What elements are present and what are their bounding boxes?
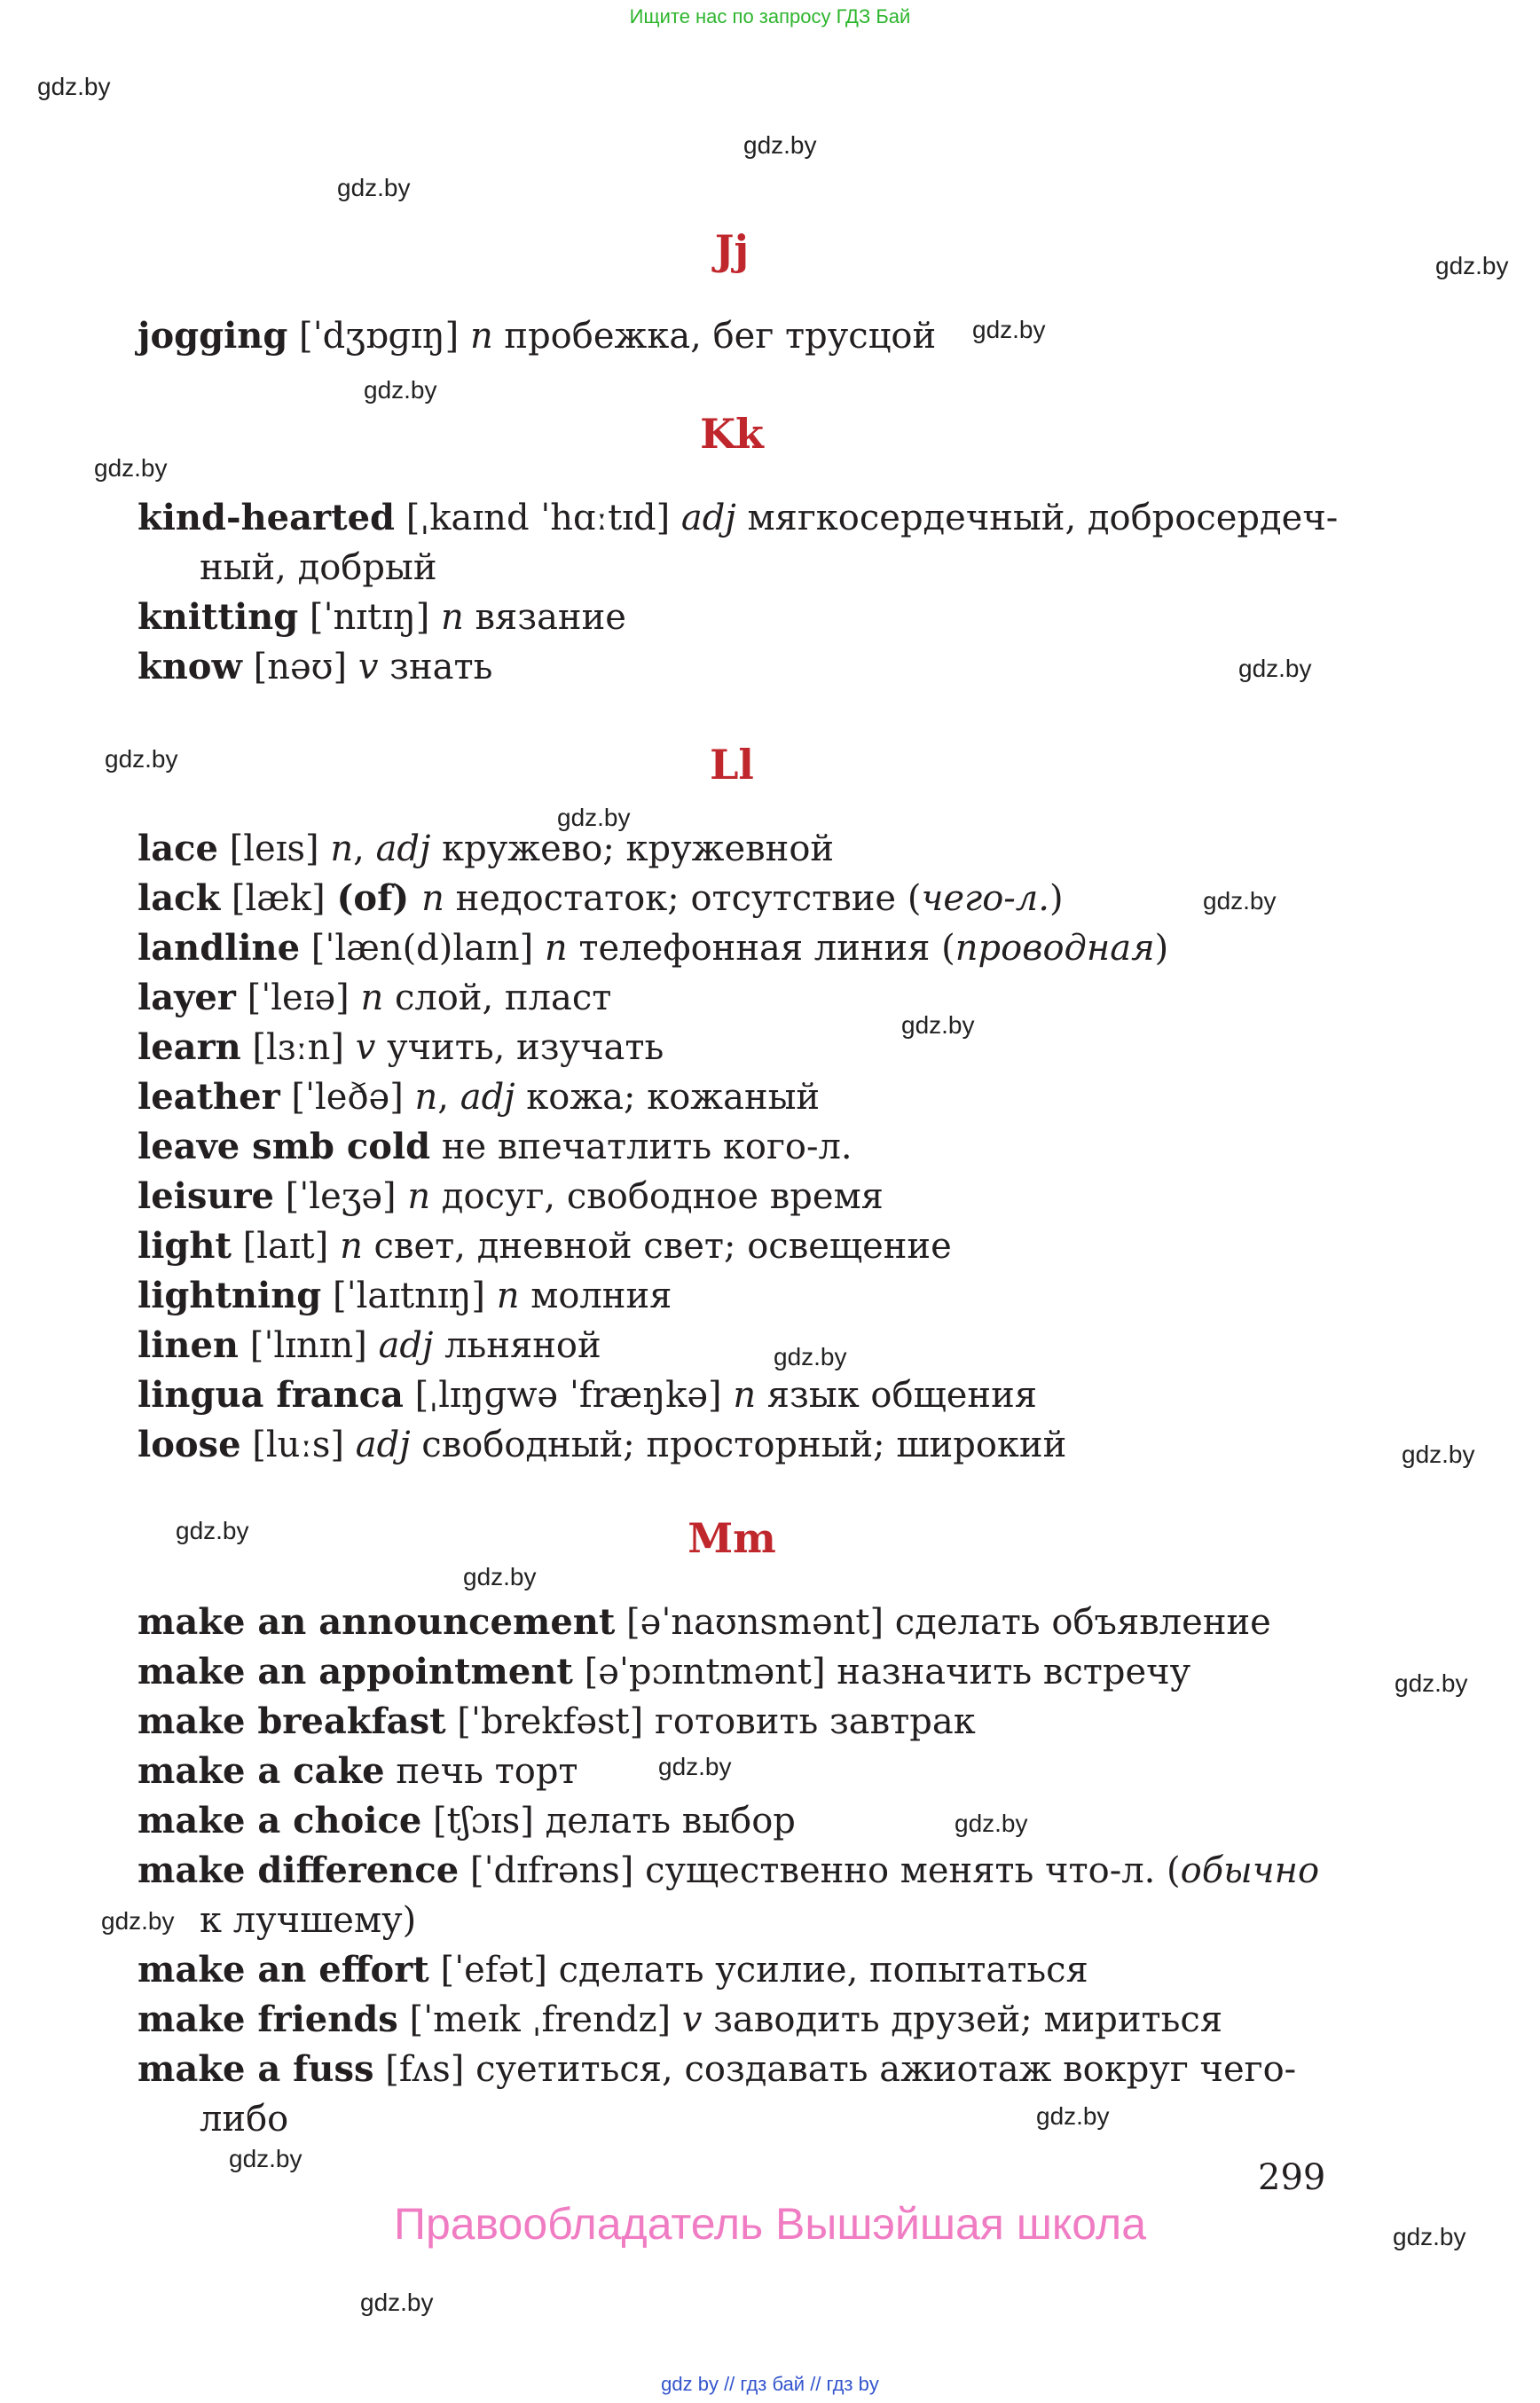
watermark: gdz.by [364, 376, 437, 404]
entry-transcription: [laɪt] [231, 1226, 341, 1267]
entry-grammar: n [733, 1375, 757, 1416]
entry-definition: кожа; кожаный [515, 1077, 821, 1118]
entry-make-breakfast [138, 1697, 976, 1747]
entry-grammar: adj [680, 498, 736, 538]
entry-landline [138, 923, 1168, 973]
entry-transcription: [əˈnaʊnsmənt] [615, 1602, 895, 1643]
entry-definition: телефонная линия ( [567, 928, 955, 969]
watermark: gdz.by [463, 1563, 537, 1590]
entry-word: make an appointment [138, 1651, 573, 1692]
entry-make-an-announcement [138, 1598, 1271, 1647]
entry-grammar: adj [355, 1425, 411, 1465]
entry-grammar: n [544, 928, 568, 969]
section-letter-k: Kk [700, 410, 764, 458]
entry-definition-end: ) [1049, 878, 1064, 919]
entry-transcription: [ˌlɪŋɡwə ˈfræŋkə] [403, 1375, 734, 1416]
entry-continuation [200, 1896, 416, 1945]
entry-word: make a fuss [138, 2048, 374, 2090]
entry-word: make an announcement [138, 1601, 616, 1643]
watermark: gdz.by [955, 1810, 1028, 1837]
entry-grammar: n [330, 828, 354, 869]
watermark: gdz.by [774, 1343, 847, 1370]
entry-grammar: n [340, 1226, 363, 1267]
entry-leave-smb-cold [138, 1122, 852, 1172]
watermark: gdz.by [557, 804, 631, 831]
entry-definition: молния [519, 1276, 672, 1316]
entry-transcription: [ˈdʒɒɡɪŋ] [287, 316, 470, 357]
entry-transcription: [lɜːn] [240, 1027, 356, 1068]
entry-definition-italic: обычно [1180, 1850, 1320, 1891]
watermark: gdz.by [972, 316, 1046, 343]
watermark: gdz.by [1238, 655, 1312, 682]
entry-definition: сделать объявление [894, 1602, 1271, 1643]
entry-grammar: adj [460, 1077, 515, 1118]
entry-word: lace [138, 828, 218, 869]
entry-grammar: n [469, 316, 493, 357]
entry-transcription: [tʃɔɪs] [421, 1801, 546, 1842]
entry-linen [138, 1321, 601, 1370]
entry-leather: leather [ˈleðə] n, adj кожа; кожаный [138, 1076, 821, 1118]
entry-lace: lace [leɪs] n, adj кружево; кружевной [138, 828, 835, 869]
entry-word: linen [138, 1324, 240, 1366]
entry-make-a-cake [138, 1747, 578, 1796]
entry-word: loose [138, 1424, 241, 1465]
entry-preposition: (of) [336, 877, 422, 919]
watermark: gdz.by [1402, 1441, 1475, 1468]
entry-transcription: [luːs] [240, 1425, 356, 1465]
watermark: gdz.by [94, 454, 168, 482]
entry-definition: печь торт [396, 1751, 578, 1792]
entry-word: know [138, 646, 242, 687]
entry-transcription: [ˈleðə] [279, 1077, 415, 1118]
entry-word: make a choice [138, 1800, 422, 1842]
entry-word: light [138, 1225, 232, 1267]
entry-make-a-choice [138, 1796, 796, 1846]
entry-definition-italic: проводная [955, 928, 1155, 969]
entry-grammar: n [421, 878, 444, 919]
entry-make-an-effort [138, 1945, 1088, 1995]
entry-definition: готовить завтрак [654, 1701, 976, 1742]
entry-lack [138, 874, 1064, 923]
entry-know [138, 642, 492, 692]
entry-continuation: ный, добрый [200, 547, 437, 588]
entry-definition: не впечатлить кого-л. [441, 1127, 852, 1167]
entry-definition: учить, изучать [375, 1027, 664, 1068]
entry-grammar: n [360, 978, 384, 1018]
watermark: gdz.by [901, 1011, 975, 1039]
entry-definition: кружево; кружевной [430, 828, 835, 869]
entry-word: lightning [138, 1275, 322, 1316]
watermark: gdz.by [101, 1907, 175, 1935]
entry-knitting [138, 593, 626, 642]
watermark: gdz.by [1203, 887, 1277, 915]
page-number: 299 [1258, 2157, 1326, 2198]
entry-definition: существенно менять что-л. ( [645, 1850, 1181, 1891]
entry-definition-end: ) [1154, 928, 1169, 969]
entry-word: landline [138, 927, 301, 969]
entry-light [138, 1221, 952, 1271]
entry-lightning [138, 1271, 672, 1321]
entry-grammar: n [407, 1176, 431, 1217]
entry-word: make an effort [138, 1949, 429, 1991]
entry-make-friends [138, 1995, 1222, 2045]
entry-leisure [138, 1172, 884, 1221]
entry-transcription: [ˈnɪtɪŋ] [298, 597, 442, 638]
entry-transcription [385, 1751, 397, 1792]
entry-definition: знать [378, 647, 493, 687]
entry-grammar: n [441, 597, 464, 638]
entry-definition: недостаток; отсутствие ( [444, 878, 922, 919]
entry-grammar: v [358, 647, 379, 687]
entry-transcription: [ˈlɪnɪn] [239, 1325, 379, 1366]
entry-word: knitting [138, 596, 299, 638]
entry-continuation: либо [200, 2099, 289, 2140]
entry-loose [138, 1420, 1066, 1470]
entry-transcription: [ˈbrekfəst] [445, 1701, 655, 1742]
entry-transcription: [ˈlæn(d)laɪn] [300, 928, 545, 969]
entry-transcription: [əˈpɔɪntmənt] [572, 1652, 837, 1692]
entry-definition: делать выбор [545, 1801, 796, 1842]
entry-jogging [138, 311, 936, 361]
entry-grammar: n [414, 1077, 438, 1118]
entry-word: make breakfast [138, 1700, 446, 1742]
top-banner[interactable]: Ищите нас по запросу ГДЗ Бай [629, 5, 911, 27]
watermark: gdz.by [229, 2145, 302, 2172]
entry-make-an-appointment [138, 1647, 1190, 1697]
entry-word: kind-hearted [138, 497, 395, 538]
entry-word: make friends [138, 1999, 398, 2040]
entry-word: layer [138, 977, 236, 1018]
entry-definition: заводить друзей; мириться [702, 1999, 1223, 2040]
entry-learn [138, 1023, 664, 1072]
entry-transcription: [læk] [220, 878, 337, 919]
watermark: gdz.by [37, 73, 111, 100]
entry-grammar: adj [378, 1325, 434, 1366]
entry-lingua-franca [138, 1370, 1037, 1420]
entry-definition: суетиться, создавать ажиотаж вокруг чего- [475, 2049, 1297, 2090]
entry-layer [138, 973, 611, 1023]
entry-word: jogging [138, 315, 288, 357]
entry-definition: льняной [433, 1325, 601, 1366]
entry-definition: пробежка, бег трусцой [492, 316, 937, 357]
entry-word: make difference [138, 1849, 460, 1891]
entry-kind-hearted [138, 493, 1338, 543]
watermark: gdz.by [360, 2289, 434, 2316]
entry-word: leisure [138, 1175, 274, 1217]
watermark: gdz.by [658, 1753, 732, 1780]
section-letter-m: Mm [688, 1514, 776, 1562]
entry-grammar: n [496, 1276, 520, 1316]
entry-definition: свободный; просторный; широкий [410, 1425, 1067, 1465]
entry-word: leather [138, 1076, 280, 1118]
entry-definition: свет, дневной свет; освещение [362, 1226, 952, 1267]
entry-definition: вязание [463, 597, 626, 638]
entry-definition: слой, пласт [383, 978, 612, 1018]
entry-definition: назначить встречу [837, 1652, 1191, 1692]
entry-transcription: [nəʊ] [241, 647, 358, 687]
entry-transcription: [ˈleʒə] [273, 1176, 408, 1217]
entry-word: leave smb cold [138, 1126, 431, 1167]
watermark: gdz.by [337, 174, 411, 201]
entry-transcription: [ˈdɪfrəns] [459, 1850, 646, 1891]
watermark: gdz.by [105, 745, 178, 773]
entry-transcription: [ˈleɪə] [235, 978, 361, 1018]
entry-make-a-fuss [138, 2045, 1296, 2094]
watermark: gdz.by [1395, 1669, 1468, 1697]
watermark: gdz.by [1036, 2102, 1110, 2130]
bottom-banner[interactable]: gdz by // гдз бай // гдз by [661, 2373, 879, 2395]
watermark: gdz.by [176, 1517, 249, 1544]
entry-continuation-end: ) [402, 1900, 417, 1941]
entry-transcription: [ˈefət] [428, 1950, 559, 1991]
section-letter-l: Ll [710, 741, 754, 789]
entry-word: make a cake [138, 1750, 385, 1792]
entry-definition: сделать усилие, попытаться [558, 1950, 1088, 1991]
entry-definition-italic: чего-л. [921, 878, 1049, 919]
entry-transcription: [ˈmeɪk ˌfrendz] [397, 1999, 682, 2040]
entry-grammar: v [355, 1027, 376, 1068]
entry-definition: язык общения [756, 1375, 1037, 1416]
entry-grammar: v [681, 1999, 703, 2040]
entry-make-difference [138, 1846, 1319, 1896]
watermark: gdz.by [1393, 2223, 1466, 2250]
entry-transcription: [ˈlaɪtnɪŋ] [321, 1276, 497, 1316]
entry-grammar: adj [375, 828, 431, 869]
entry-transcription: [leɪs] [217, 828, 331, 869]
entry-word: learn [138, 1026, 241, 1068]
watermark: gdz.by [1435, 252, 1509, 279]
entry-continuation-italic: к лучшему [200, 1900, 403, 1941]
entry-definition: досуг, свободное время [430, 1176, 884, 1217]
entry-transcription [430, 1127, 442, 1167]
watermark: gdz.by [743, 131, 817, 159]
entry-transcription: [fʌs] [373, 2049, 476, 2090]
entry-transcription: [ˌkaɪnd ˈhɑːtɪd] [394, 498, 681, 538]
entry-definition: мягкосердечный, добросердеч- [735, 498, 1339, 538]
section-letter-j: Jj [714, 226, 750, 274]
rights-holder: Правообладатель Вышэйшая школа [394, 2199, 1146, 2249]
entry-word: lingua franca [138, 1374, 404, 1416]
entry-word: lack [138, 877, 221, 919]
